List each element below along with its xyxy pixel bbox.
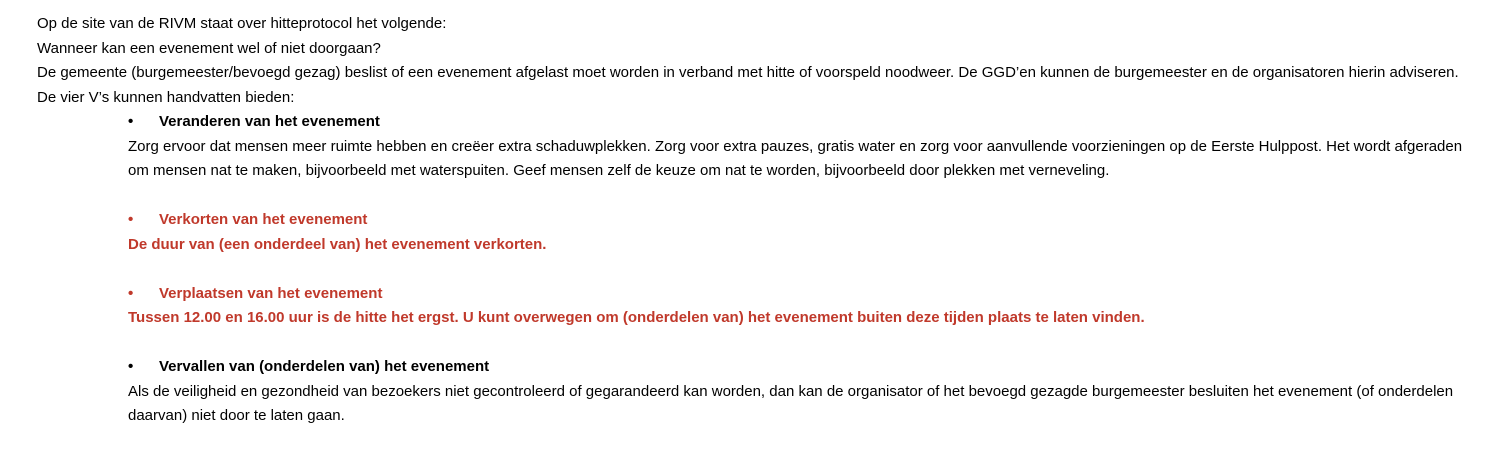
intro-question: Wanneer kan een evenement wel of niet doorgaan? <box>37 39 381 57</box>
list-item-verplaatsen <box>128 282 1480 331</box>
list-item-title: Verkorten van het evenement <box>159 211 368 228</box>
list-item-heading <box>128 110 1480 135</box>
intro-line-1: Op de site van de RIVM staat over hitteprotocol het volgende: <box>37 15 447 32</box>
list-item-heading <box>128 355 1480 380</box>
bullet-icon: • <box>128 284 134 302</box>
bullet-icon: • <box>128 211 134 228</box>
list-item-text: Zorg ervoor dat mensen meer ruimte hebben en creëer extra schaduwplekken. Zorg voor extra pauzes, gratis water en zorg voor aanvullende voorzieningen op de Eerste Hulppost. Het wordt afgeraden om mensen nat te maken, bijvoorbeeld met waterspuiten. Geef mensen zelf de keuze om nat te worden, bijvoorbeeld door plekken met verneveling. <box>128 137 1463 179</box>
intro-section <box>37 12 1480 110</box>
list-item-title: Vervallen van (onderdelen van) het evenement <box>159 358 490 375</box>
intro-paragraph: De gemeente (burgemeester/bevoegd gezag) beslist of een evenement afgelast moet worden in verband met hitte of voorspeld noodweer. De GGD’en kunnen de burgemeester en de organisatoren hierin adviseren. De vier V’s kunnen handvatten bieden: <box>37 64 1459 106</box>
list-item-text: Tussen 12.00 en 16.00 uur is de hitte het ergst. U kunt overwegen om (onderdelen van) het evenement buiten deze tijden plaats te laten vinden. <box>128 309 1145 326</box>
four-vs-list <box>128 110 1480 429</box>
list-item-title: Verplaatsen van het evenement <box>159 284 383 302</box>
bullet-icon: • <box>128 358 134 375</box>
bullet-icon: • <box>128 113 134 130</box>
list-item-veranderen <box>128 110 1480 184</box>
list-item-heading <box>128 208 1480 233</box>
list-item-text: De duur van (een onderdeel van) het evenement verkorten. <box>128 235 547 253</box>
list-item-verkorten <box>128 208 1480 257</box>
list-item-title: Veranderen van het evenement <box>159 113 380 130</box>
list-item-vervallen <box>128 355 1480 429</box>
list-item-heading <box>128 282 1480 307</box>
list-item-text: Als de veiligheid en gezondheid van bezoekers niet gecontroleerd of gegarandeerd kan worden, dan kan de organisator of het bevoegd gezagde burgemeester besluiten het evenement (of onderdelen daarvan) niet door te laten gaan. <box>128 382 1454 424</box>
